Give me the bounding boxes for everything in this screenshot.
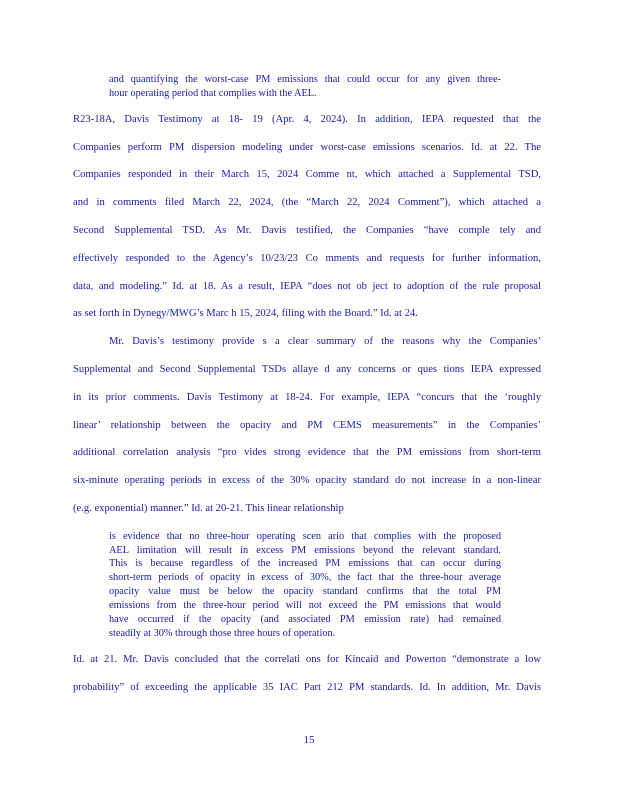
paragraph-line: in its prior comments. Davis Testimony at 18-24. For example, IEPA “concurs that the ‘roughly — [73, 392, 541, 403]
top-quote-line: and quantifying the worst-case PM emissions that could occur for any given three- — [109, 74, 501, 85]
paragraph-line: probability” of exceeding the applicable 35 IAC Part 212 PM standards. Id. In addition, Mr. Davis — [73, 682, 541, 693]
paragraph-line: R23-18A, Davis Testimony at 18- 19 (Apr. 4, 2024). In addition, IEPA requested that the — [73, 114, 541, 125]
paragraph-line: data, and modeling.” Id. at 18. As a result, IEPA “does not ob ject to adoption of the rule proposal — [73, 281, 541, 292]
paragraph-line: as set forth in Dynegy/MWG’s Marc h 15, 2024, filing with the Board.” Id. at 24. — [73, 308, 418, 319]
paragraph-line: (e.g. exponential) manner.” Id. at 20-21. This linear relationship — [73, 503, 344, 514]
paragraph-line: effectively responded to the Agency’s 10/23/23 Co mments and requests for further information, — [73, 253, 541, 264]
top-quote-line: hour operating period that complies with the AEL. — [109, 88, 317, 99]
block-quote-line: This is because regardless of the increased PM emissions that can occur during — [109, 558, 501, 569]
block-quote-line: short-term periods of opacity in excess of 30%, the fact that the three-hour average — [109, 572, 501, 583]
block-quote-line: is evidence that no three-hour operating scen ario that complies with the proposed — [109, 531, 501, 542]
block-quote-line: AEL limitation will result in excess PM emissions beyond the relevant standard. — [109, 545, 501, 556]
paragraph-line: Mr. Davis’s testimony provide s a clear summary of the reasons why the Companies’ — [109, 336, 541, 347]
paragraph-line: six-minute operating periods in excess of the 30% opacity standard do not increase in a non-linear — [73, 475, 541, 486]
block-quote-line: steadily at 30% through those three hours of operation. — [109, 628, 336, 639]
paragraph-line: Second Supplemental TSD. As Mr. Davis testified, the Companies “have comple tely and — [73, 225, 541, 236]
paragraph-line: Companies responded in their March 15, 2024 Comme nt, which attached a Supplemental TSD, — [73, 169, 541, 180]
page-number: 15 — [303, 734, 315, 746]
block-quote-line: emissions from the three-hour period will not exceed the PM emissions that would — [109, 600, 501, 611]
block-quote-line: have occurred if the opacity (and associated PM emission rate) had remained — [109, 614, 501, 625]
paragraph-line: Companies perform PM dispersion modeling under worst-case emissions scenarios. Id. at 22. The — [73, 142, 541, 153]
paragraph-line: additional correlation analysis “pro vides strong evidence that the PM emissions from short-term — [73, 447, 541, 458]
paragraph-line: Supplemental and Second Supplemental TSDs allaye d any concerns or ques tions IEPA expressed — [73, 364, 541, 375]
block-quote-line: opacity value must be below the opacity standard confirms that the total PM — [109, 586, 501, 597]
paragraph-line: linear’ relationship between the opacity and PM CEMS measurements” in the Companies’ — [73, 420, 541, 431]
paragraph-line: and in comments filed March 22, 2024, (the “March 22, 2024 Comment”), which attached a — [73, 197, 541, 208]
paragraph-line: Id. at 21. Mr. Davis concluded that the correlati ons for Kincaid and Powerton “demonstrate a low — [73, 654, 541, 665]
